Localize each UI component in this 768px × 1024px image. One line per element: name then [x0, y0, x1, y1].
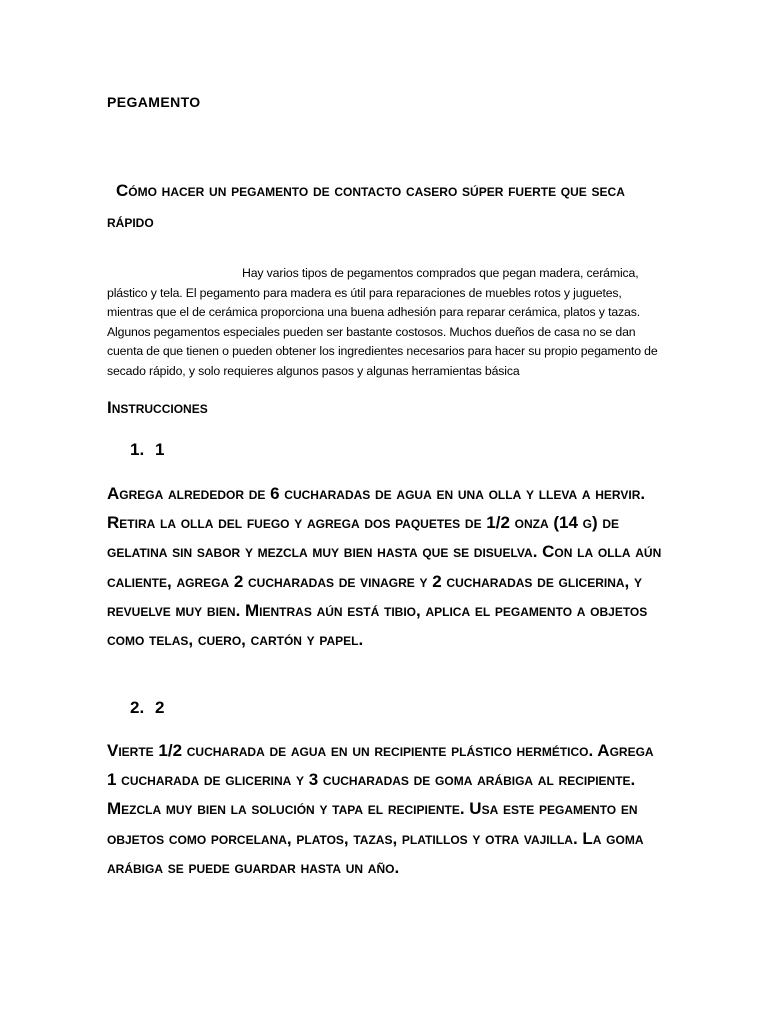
step-2-label: 2	[155, 698, 165, 717]
step-2-text: Vierte 1/2 cucharada de agua en un recipiente plástico hermético. Agrega 1 cucharada de glicerina y 3 cucharadas de goma arábiga al recipiente. Mezcla muy bien la solución y tapa el recipiente. Usa este pegamento en objetos como porcelana, platos, tazas, platillos y otra vajilla. La goma arábiga se puede guardar hasta un año.	[107, 741, 654, 877]
step-1-list-marker: 1.	[130, 440, 145, 459]
step-1-label: 1	[155, 440, 165, 459]
document-title: Cómo hacer un pegamento de contacto casero súper fuerte que seca rápido	[107, 181, 625, 231]
step-2-list-marker: 2.	[130, 698, 145, 717]
step-1-number	[130, 440, 164, 460]
document-label: PEGAMENTO	[107, 94, 201, 110]
intro-paragraph: Hay varios tipos de pegamentos comprados que pegan madera, cerámica, plástico y tela. El pegamento para madera es útil para reparaciones de muebles rotos y juguetes, mientras que el de cerámica proporciona una buena adhesión para reparar cerámica, platos y tazas. Algunos pegamentos especiales pueden ser bastante costosos. Muchos dueños de casa no se dan cuenta de que tienen o pueden obtener los ingredientes necesarios para hacer su propio pegamento de secado rápido, y solo requieres algunos pasos y algunas herramientas básica	[107, 266, 658, 378]
step-2-number	[130, 698, 164, 718]
step-1-text: Agrega alrededor de 6 cucharadas de agua en una olla y lleva a hervir. Retira la olla del fuego y agrega dos paquetes de 1/2 onza (14 g) de gelatina sin sabor y mezcla muy bien hasta que se disuelva. Con la olla aún caliente, agrega 2 cucharadas de vinagre y 2 cucharadas de glicerina, y revuelve muy bien. Mientras aún está tibio, aplica el pegamento a objetos como telas, cuero, cartón y papel.	[107, 484, 662, 650]
instructions-heading: Instrucciones	[107, 398, 208, 417]
